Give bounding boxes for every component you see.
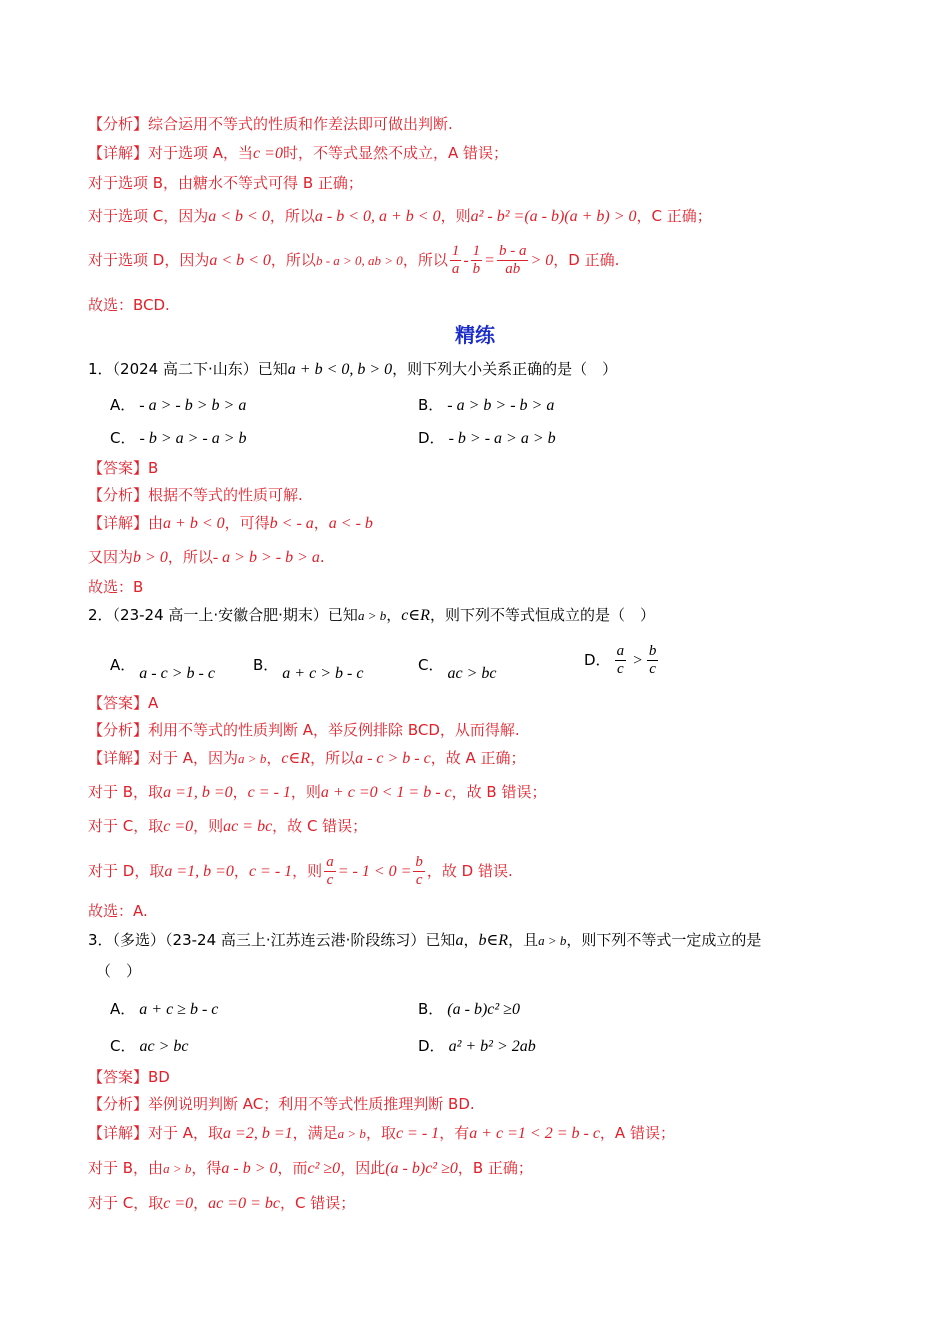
q3-option-d bbox=[418, 1035, 536, 1058]
numerator: b bbox=[415, 854, 423, 870]
text-run: 故选：A. bbox=[88, 902, 148, 920]
option-label: B． bbox=[418, 1000, 444, 1018]
math-expr: a + b < 0 bbox=[163, 515, 225, 532]
q2-stem bbox=[88, 604, 655, 627]
text-run: ， bbox=[232, 783, 248, 801]
option-label: D． bbox=[418, 1037, 445, 1055]
fraction bbox=[615, 643, 627, 678]
fraction bbox=[471, 243, 483, 278]
math-expr: b - a > 0, ab > 0 bbox=[315, 253, 403, 268]
numerator: 1 bbox=[472, 243, 481, 259]
math-expr: a < b < 0 bbox=[209, 252, 271, 269]
text-run: ，则 bbox=[290, 783, 321, 801]
math-expr: a > b bbox=[538, 933, 567, 948]
math-expr: b > 0 bbox=[133, 549, 168, 566]
numerator: a bbox=[326, 854, 334, 870]
text-run: BD bbox=[148, 1068, 170, 1086]
text-run: ， bbox=[386, 606, 402, 624]
math-expr: c = - 1 bbox=[395, 1125, 440, 1142]
text-run: 对于 D，取 bbox=[88, 862, 165, 880]
q1-detail bbox=[88, 512, 373, 535]
q3-detail-b bbox=[88, 1157, 533, 1180]
text-run: B bbox=[148, 459, 159, 477]
text-run: ，故 B 错误； bbox=[451, 783, 547, 801]
section-title: 精练 bbox=[455, 323, 495, 347]
math-expr: - a > b > - b > a bbox=[447, 397, 555, 414]
text-run: ，所以 bbox=[310, 749, 356, 767]
text-run: ，而 bbox=[277, 1159, 308, 1177]
q1-option-d bbox=[418, 427, 556, 450]
math-expr: a =2, b =1 bbox=[223, 1125, 293, 1142]
q2-option-a bbox=[110, 654, 215, 682]
text-run: 时，不等式显然不成立，A 错误； bbox=[282, 144, 508, 162]
text-run: 对于 C，取 bbox=[88, 1194, 164, 1212]
text-run: ， bbox=[193, 1194, 209, 1212]
math-expr: a - c > b - c bbox=[139, 665, 215, 682]
math-expr: ac =0 = bc bbox=[208, 1195, 280, 1212]
math-expr: (a - b)c² ≥0 bbox=[447, 1001, 520, 1018]
q1-final-answer bbox=[88, 576, 143, 598]
text-run: ，取 bbox=[365, 1124, 396, 1142]
q2-option-d bbox=[584, 643, 660, 678]
q2-detail-b bbox=[88, 781, 546, 804]
q2-option-b bbox=[253, 654, 364, 682]
text-run: 2．（23-24 高一上·安徽合肥·期末）已知 bbox=[88, 606, 358, 624]
text-run: 1．（2024 高二下·山东）已知 bbox=[88, 360, 288, 378]
text-run: 对于选项 D，因为 bbox=[88, 251, 210, 269]
option-label: C． bbox=[110, 1037, 136, 1055]
math-expr: b∈R bbox=[478, 932, 509, 949]
text-run: ，C 正确； bbox=[636, 207, 712, 225]
numerator: a bbox=[616, 643, 625, 659]
math-expr: a + c ≥ b - c bbox=[139, 1001, 219, 1018]
math-expr: c = - 1 bbox=[247, 784, 291, 801]
text-run: 对于 B，取 bbox=[88, 783, 164, 801]
math-expr: c =0 bbox=[163, 818, 194, 835]
intro-answer-line bbox=[88, 294, 170, 316]
text-run: 对于选项 C，因为 bbox=[88, 207, 209, 225]
text-run: 对于 C，取 bbox=[88, 817, 164, 835]
q1-option-b bbox=[418, 394, 554, 417]
text-run: 3．（多选）（23-24 高三上·江苏连云港·阶段练习）已知 bbox=[88, 931, 456, 949]
math-expr: ac = bc bbox=[223, 818, 273, 835]
math-expr: (a - b)c² ≥0 bbox=[385, 1160, 458, 1177]
denominator: ab bbox=[505, 261, 521, 277]
option-label: C． bbox=[110, 429, 136, 447]
math-expr: - b > - a > a > b bbox=[448, 430, 556, 447]
math-expr: - a > b > - b > a bbox=[212, 549, 320, 566]
text-run: ，可得 bbox=[224, 514, 270, 532]
detail-tag: 【详解】 bbox=[88, 749, 149, 767]
text-run: ， bbox=[313, 514, 329, 532]
text-run: 由 bbox=[148, 514, 164, 532]
math-expr: c = - 1 bbox=[248, 863, 293, 880]
option-label: A． bbox=[110, 656, 136, 674]
q1-option-a bbox=[110, 394, 246, 417]
math-expr: a =1, b =0 bbox=[163, 784, 233, 801]
text-run: ， bbox=[233, 862, 249, 880]
q3-stem bbox=[88, 929, 761, 952]
text-run: ， bbox=[266, 749, 282, 767]
intro-option-c-line bbox=[88, 205, 712, 228]
math-expr: c∈R bbox=[401, 607, 430, 624]
math-expr: ac > bc bbox=[139, 1038, 189, 1055]
text-run: . bbox=[319, 548, 325, 566]
option-label: A． bbox=[110, 1000, 136, 1018]
text-run: ，B 正确； bbox=[457, 1159, 533, 1177]
text-run: ，则下列不等式一定成立的是 bbox=[566, 931, 762, 949]
text-run: 根据不等式的性质可解. bbox=[148, 486, 303, 504]
math-expr: c∈R bbox=[281, 750, 311, 767]
intro-option-b-line bbox=[88, 172, 363, 194]
q3-detail bbox=[88, 1122, 675, 1145]
q3-analysis bbox=[88, 1093, 475, 1115]
q3-answer bbox=[88, 1066, 170, 1088]
denominator: c bbox=[415, 872, 423, 888]
text-run: 对于 A，因为 bbox=[148, 749, 239, 767]
analysis-tag: 【分析】 bbox=[88, 115, 149, 133]
text-run: ，因此 bbox=[340, 1159, 386, 1177]
fraction bbox=[497, 243, 529, 278]
text-run: 举例说明判断 AC；利用不等式性质推理判断 BD. bbox=[148, 1095, 475, 1113]
analysis-tag: 【分析】 bbox=[88, 721, 149, 739]
option-label: D． bbox=[418, 429, 445, 447]
detail-tag: 【详解】 bbox=[88, 514, 149, 532]
text-run: （ ） bbox=[96, 962, 142, 980]
text-run: ，有 bbox=[439, 1124, 470, 1142]
math-expr: a > b bbox=[357, 608, 387, 623]
denominator: c bbox=[649, 661, 656, 677]
math-expr: a =1, b =0 bbox=[164, 863, 234, 880]
option-label: C． bbox=[418, 656, 444, 674]
text-run: ，得 bbox=[191, 1159, 222, 1177]
q3-detail-c bbox=[88, 1192, 355, 1215]
text-run: ，则 bbox=[440, 207, 471, 225]
denominator: c bbox=[616, 661, 624, 677]
math-expr: a bbox=[455, 932, 464, 949]
math-expr: a² - b² =(a - b)(a + b) > 0 bbox=[470, 208, 637, 225]
text-run: ， bbox=[463, 931, 479, 949]
q1-stem bbox=[88, 358, 617, 381]
math-expr: a - b < 0, a + b < 0 bbox=[314, 208, 441, 225]
text-run: ，则 bbox=[292, 862, 323, 880]
text-run: ，A 错误； bbox=[599, 1124, 675, 1142]
q2-answer bbox=[88, 692, 158, 714]
text-run: ，故 C 错误； bbox=[272, 817, 368, 835]
q3-option-c bbox=[110, 1035, 188, 1058]
math-expr: a + c > b - c bbox=[282, 665, 364, 682]
answer-tag: 【答案】 bbox=[88, 1068, 149, 1086]
intro-option-d-line bbox=[88, 243, 619, 278]
math-expr: = bbox=[484, 252, 495, 269]
math-expr: a - b > 0 bbox=[221, 1160, 278, 1177]
q1-answer bbox=[88, 457, 158, 479]
denominator: a bbox=[451, 261, 460, 277]
math-expr: > 0 bbox=[530, 252, 554, 269]
math-expr: a + c =1 < 2 = b - c bbox=[469, 1125, 600, 1142]
text-run: 故选：B bbox=[88, 578, 144, 596]
q2-detail-d bbox=[88, 854, 513, 889]
intro-analysis-line bbox=[88, 113, 453, 135]
q3-option-b bbox=[418, 998, 520, 1021]
math-expr: c² ≥0 bbox=[307, 1160, 341, 1177]
math-expr: a < - b bbox=[328, 515, 373, 532]
text-run: 故选：BCD. bbox=[88, 296, 170, 314]
detail-tag: 【详解】 bbox=[88, 1124, 149, 1142]
math-expr: a > b bbox=[238, 751, 267, 766]
math-expr: - a > - b > b > a bbox=[139, 397, 247, 414]
math-expr: a < b < 0 bbox=[208, 208, 270, 225]
q3-stem-line2 bbox=[96, 960, 141, 982]
q2-detail bbox=[88, 747, 526, 770]
math-expr: c =0 bbox=[253, 145, 283, 162]
analysis-text: 综合运用不等式的性质和作差法即可做出判断. bbox=[148, 115, 453, 133]
fraction bbox=[450, 243, 462, 278]
numerator: 1 bbox=[451, 243, 460, 259]
math-expr: c =0 bbox=[163, 1195, 194, 1212]
text-run: 对于选项 A，当 bbox=[148, 144, 254, 162]
numerator: b bbox=[648, 643, 657, 659]
math-expr: > bbox=[632, 652, 643, 669]
text-run: ，故 A 正确； bbox=[430, 749, 526, 767]
q2-option-c bbox=[418, 654, 497, 682]
text-run: ，所以 bbox=[270, 251, 316, 269]
text-run: 又因为 bbox=[88, 548, 134, 566]
text-run: ，且 bbox=[508, 931, 539, 949]
answer-tag: 【答案】 bbox=[88, 694, 149, 712]
text-run: 对于 A，取 bbox=[148, 1124, 224, 1142]
text-run: ，故 D 错误. bbox=[426, 862, 513, 880]
option-label: B． bbox=[418, 396, 444, 414]
text-run: ，则下列不等式恒成立的是（ ） bbox=[429, 606, 655, 624]
text-run: ，所以 bbox=[167, 548, 213, 566]
math-expr: - bbox=[463, 252, 469, 269]
math-expr: a² + b² > 2ab bbox=[448, 1038, 536, 1055]
q1-detail-line2 bbox=[88, 546, 325, 569]
math-expr: a + c =0 < 1 = b - c bbox=[320, 784, 452, 801]
text-run: ，则下列大小关系正确的是（ ） bbox=[392, 360, 618, 378]
detail-tag: 【详解】 bbox=[88, 144, 149, 162]
fraction bbox=[413, 854, 425, 889]
q2-final-answer bbox=[88, 900, 148, 922]
numerator: b - a bbox=[498, 243, 527, 259]
text-run: A bbox=[148, 694, 159, 712]
q3-option-a bbox=[110, 998, 218, 1021]
math-expr: a > b bbox=[163, 1161, 192, 1176]
q1-analysis bbox=[88, 484, 303, 506]
text-run: 对于 B，由 bbox=[88, 1159, 164, 1177]
option-label: B． bbox=[253, 656, 279, 674]
fraction bbox=[647, 643, 659, 678]
math-expr: = - 1 < 0 = bbox=[337, 863, 412, 880]
math-expr: a - c > b - c bbox=[355, 750, 431, 767]
text-run: ，C 错误； bbox=[279, 1194, 356, 1212]
answer-tag: 【答案】 bbox=[88, 459, 149, 477]
text-run: ，所以 bbox=[269, 207, 315, 225]
analysis-tag: 【分析】 bbox=[88, 1095, 149, 1113]
text-run: ，则 bbox=[193, 817, 224, 835]
math-expr: - b > a > - a > b bbox=[139, 430, 247, 447]
analysis-tag: 【分析】 bbox=[88, 486, 149, 504]
math-expr: a + b < 0, b > 0 bbox=[287, 361, 393, 378]
math-expr: b < - a bbox=[269, 515, 314, 532]
denominator: b bbox=[472, 261, 481, 277]
fraction bbox=[324, 854, 336, 889]
text-run: ，D 正确. bbox=[553, 251, 620, 269]
text-run: ，满足 bbox=[292, 1124, 338, 1142]
text-run: 对于选项 B，由糖水不等式可得 B 正确； bbox=[88, 174, 363, 192]
math-expr: ac > bc bbox=[447, 665, 497, 682]
option-label: D． bbox=[584, 651, 611, 669]
q1-option-c bbox=[110, 427, 247, 450]
q2-analysis bbox=[88, 719, 520, 741]
math-expr: a > b bbox=[337, 1126, 366, 1141]
q2-detail-c bbox=[88, 815, 367, 838]
intro-detail-line bbox=[88, 142, 508, 165]
text-run: ，所以 bbox=[402, 251, 448, 269]
text-run: 利用不等式的性质判断 A，举反例排除 BCD，从而得解. bbox=[148, 721, 520, 739]
option-label: A． bbox=[110, 396, 136, 414]
denominator: c bbox=[326, 872, 334, 888]
